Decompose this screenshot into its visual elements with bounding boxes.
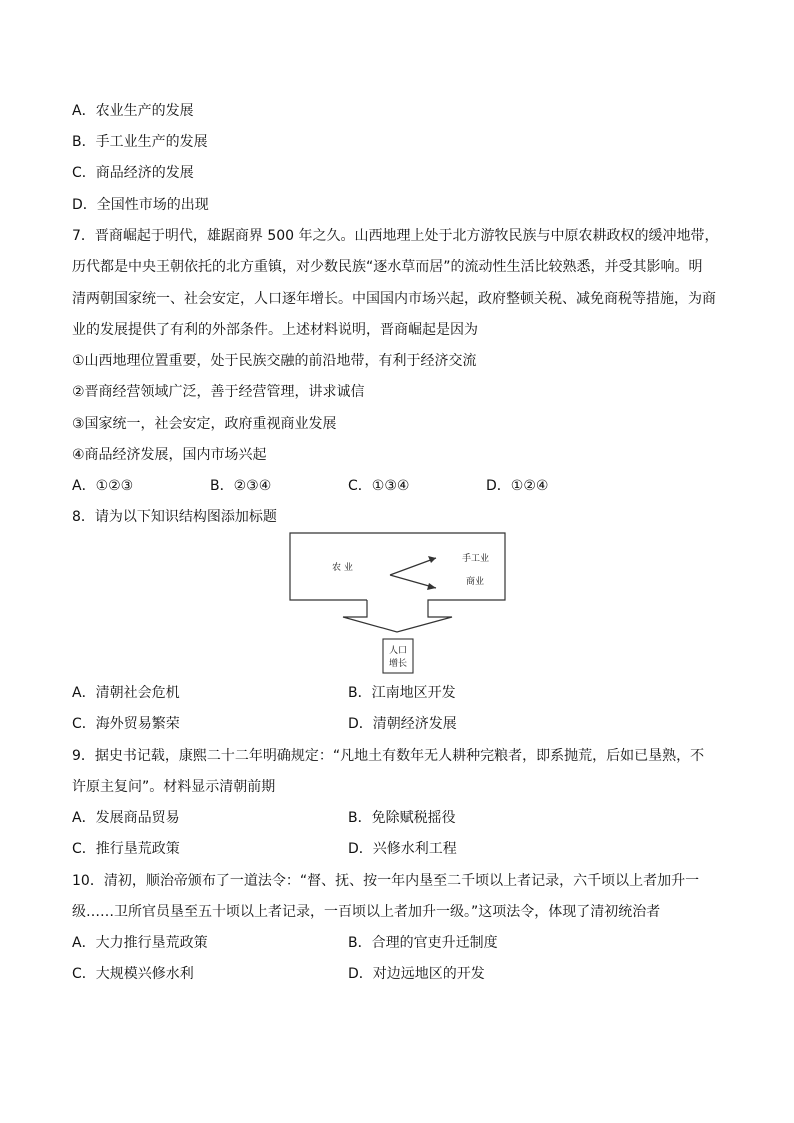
q6-option-b: B．手工业生产的发展 bbox=[72, 134, 208, 150]
q7-stem-line: 业的发展提供了有利的外部条件。上述材料说明，晋商崛起是因为 bbox=[72, 322, 478, 338]
label-handicraft: 手工业 bbox=[462, 554, 490, 564]
q10-option-d: D．对边远地区的开发 bbox=[348, 966, 485, 982]
arrow-to-handicraft bbox=[390, 558, 436, 575]
label-commerce: 商业 bbox=[466, 577, 485, 587]
arrow-head-handicraft bbox=[428, 556, 436, 563]
arrow-head-commerce bbox=[427, 583, 436, 590]
q10-stem-line: 10．清初，顺治帝颁布了一道法令：“督、抚、按一年内垦至二千顷以上者记录，六千顷以上者加升一 bbox=[72, 873, 700, 889]
population-box bbox=[383, 639, 413, 673]
q9-option-a: A．发展商品贸易 bbox=[72, 810, 180, 826]
q6-option-c: C．商品经济的发展 bbox=[72, 165, 194, 181]
q9-option-c: C．推行垦荒政策 bbox=[72, 841, 180, 857]
q7-option-a: A．①②③ bbox=[72, 478, 134, 494]
diagram-outline-helper bbox=[290, 533, 505, 617]
q8-stem: 8．请为以下知识结构图添加标题 bbox=[72, 509, 277, 525]
q8-option-a: A．清朝社会危机 bbox=[72, 685, 180, 701]
label-population-2: 增长 bbox=[389, 659, 408, 669]
label-agriculture: 农 业 bbox=[332, 563, 353, 573]
q8-option-c: C．海外贸易繁荣 bbox=[72, 716, 180, 732]
q9-stem-line: 9．据史书记载，康熙二十二年明确规定：“凡地土有数年无人耕种完粮者，即系抛荒，后如已垦熟，不 bbox=[72, 748, 705, 764]
q7-item-4: ④商品经济发展，国内市场兴起 bbox=[72, 447, 267, 463]
q10-stem-line: 级……卫所官员垦至五十顷以上者记录，一百顷以上者加升一级。”这项法令，体现了清初统治者 bbox=[72, 904, 661, 920]
q6-option-a: A．农业生产的发展 bbox=[72, 103, 194, 119]
q10-option-a: A．大力推行垦荒政策 bbox=[72, 935, 208, 951]
q8-option-b: B．江南地区开发 bbox=[348, 685, 456, 701]
q7-option-c: C．①③④ bbox=[348, 478, 410, 494]
q9-stem-line: 许原主复问”。材料显示清朝前期 bbox=[72, 779, 276, 795]
q7-stem-line: 清两朝国家统一、社会安定，人口逐年增长。中国国内市场兴起，政府整顿关税、减免商税等措施，为商 bbox=[72, 291, 716, 307]
q10-option-c: C．大规模兴修水利 bbox=[72, 966, 194, 982]
q7-item-3: ③国家统一，社会安定，政府重视商业发展 bbox=[72, 416, 337, 432]
q10-option-b: B．合理的官吏升迁制度 bbox=[348, 935, 498, 951]
q7-option-d: D．①②④ bbox=[486, 478, 549, 494]
q9-option-d: D．兴修水利工程 bbox=[348, 841, 457, 857]
q7-item-1: ①山西地理位置重要，处于民族交融的前沿地带，有利于经济交流 bbox=[72, 353, 477, 369]
arrow-to-commerce bbox=[390, 575, 436, 588]
q7-option-b: B．②③④ bbox=[210, 478, 272, 494]
q7-item-2: ②晋商经营领域广泛，善于经营管理，讲求诚信 bbox=[72, 384, 365, 400]
diagram-outer-box bbox=[290, 533, 505, 632]
q7-stem-line: 7．晋商崛起于明代，雄踞商界 500 年之久。山西地理上处于北方游牧民族与中原农耕政权的缓冲地带， bbox=[72, 228, 719, 244]
q9-option-b: B．免除赋税摇役 bbox=[348, 810, 456, 826]
q8-option-d: D．清朝经济发展 bbox=[348, 716, 457, 732]
q6-option-d: D．全国性市场的出现 bbox=[72, 197, 209, 213]
label-population-1: 人口 bbox=[389, 646, 408, 656]
q7-stem-line: 历代都是中央王朝依托的北方重镇，对少数民族“逐水草而居”的流动性生活比较熟悉，并受其影响。明 bbox=[72, 259, 703, 275]
